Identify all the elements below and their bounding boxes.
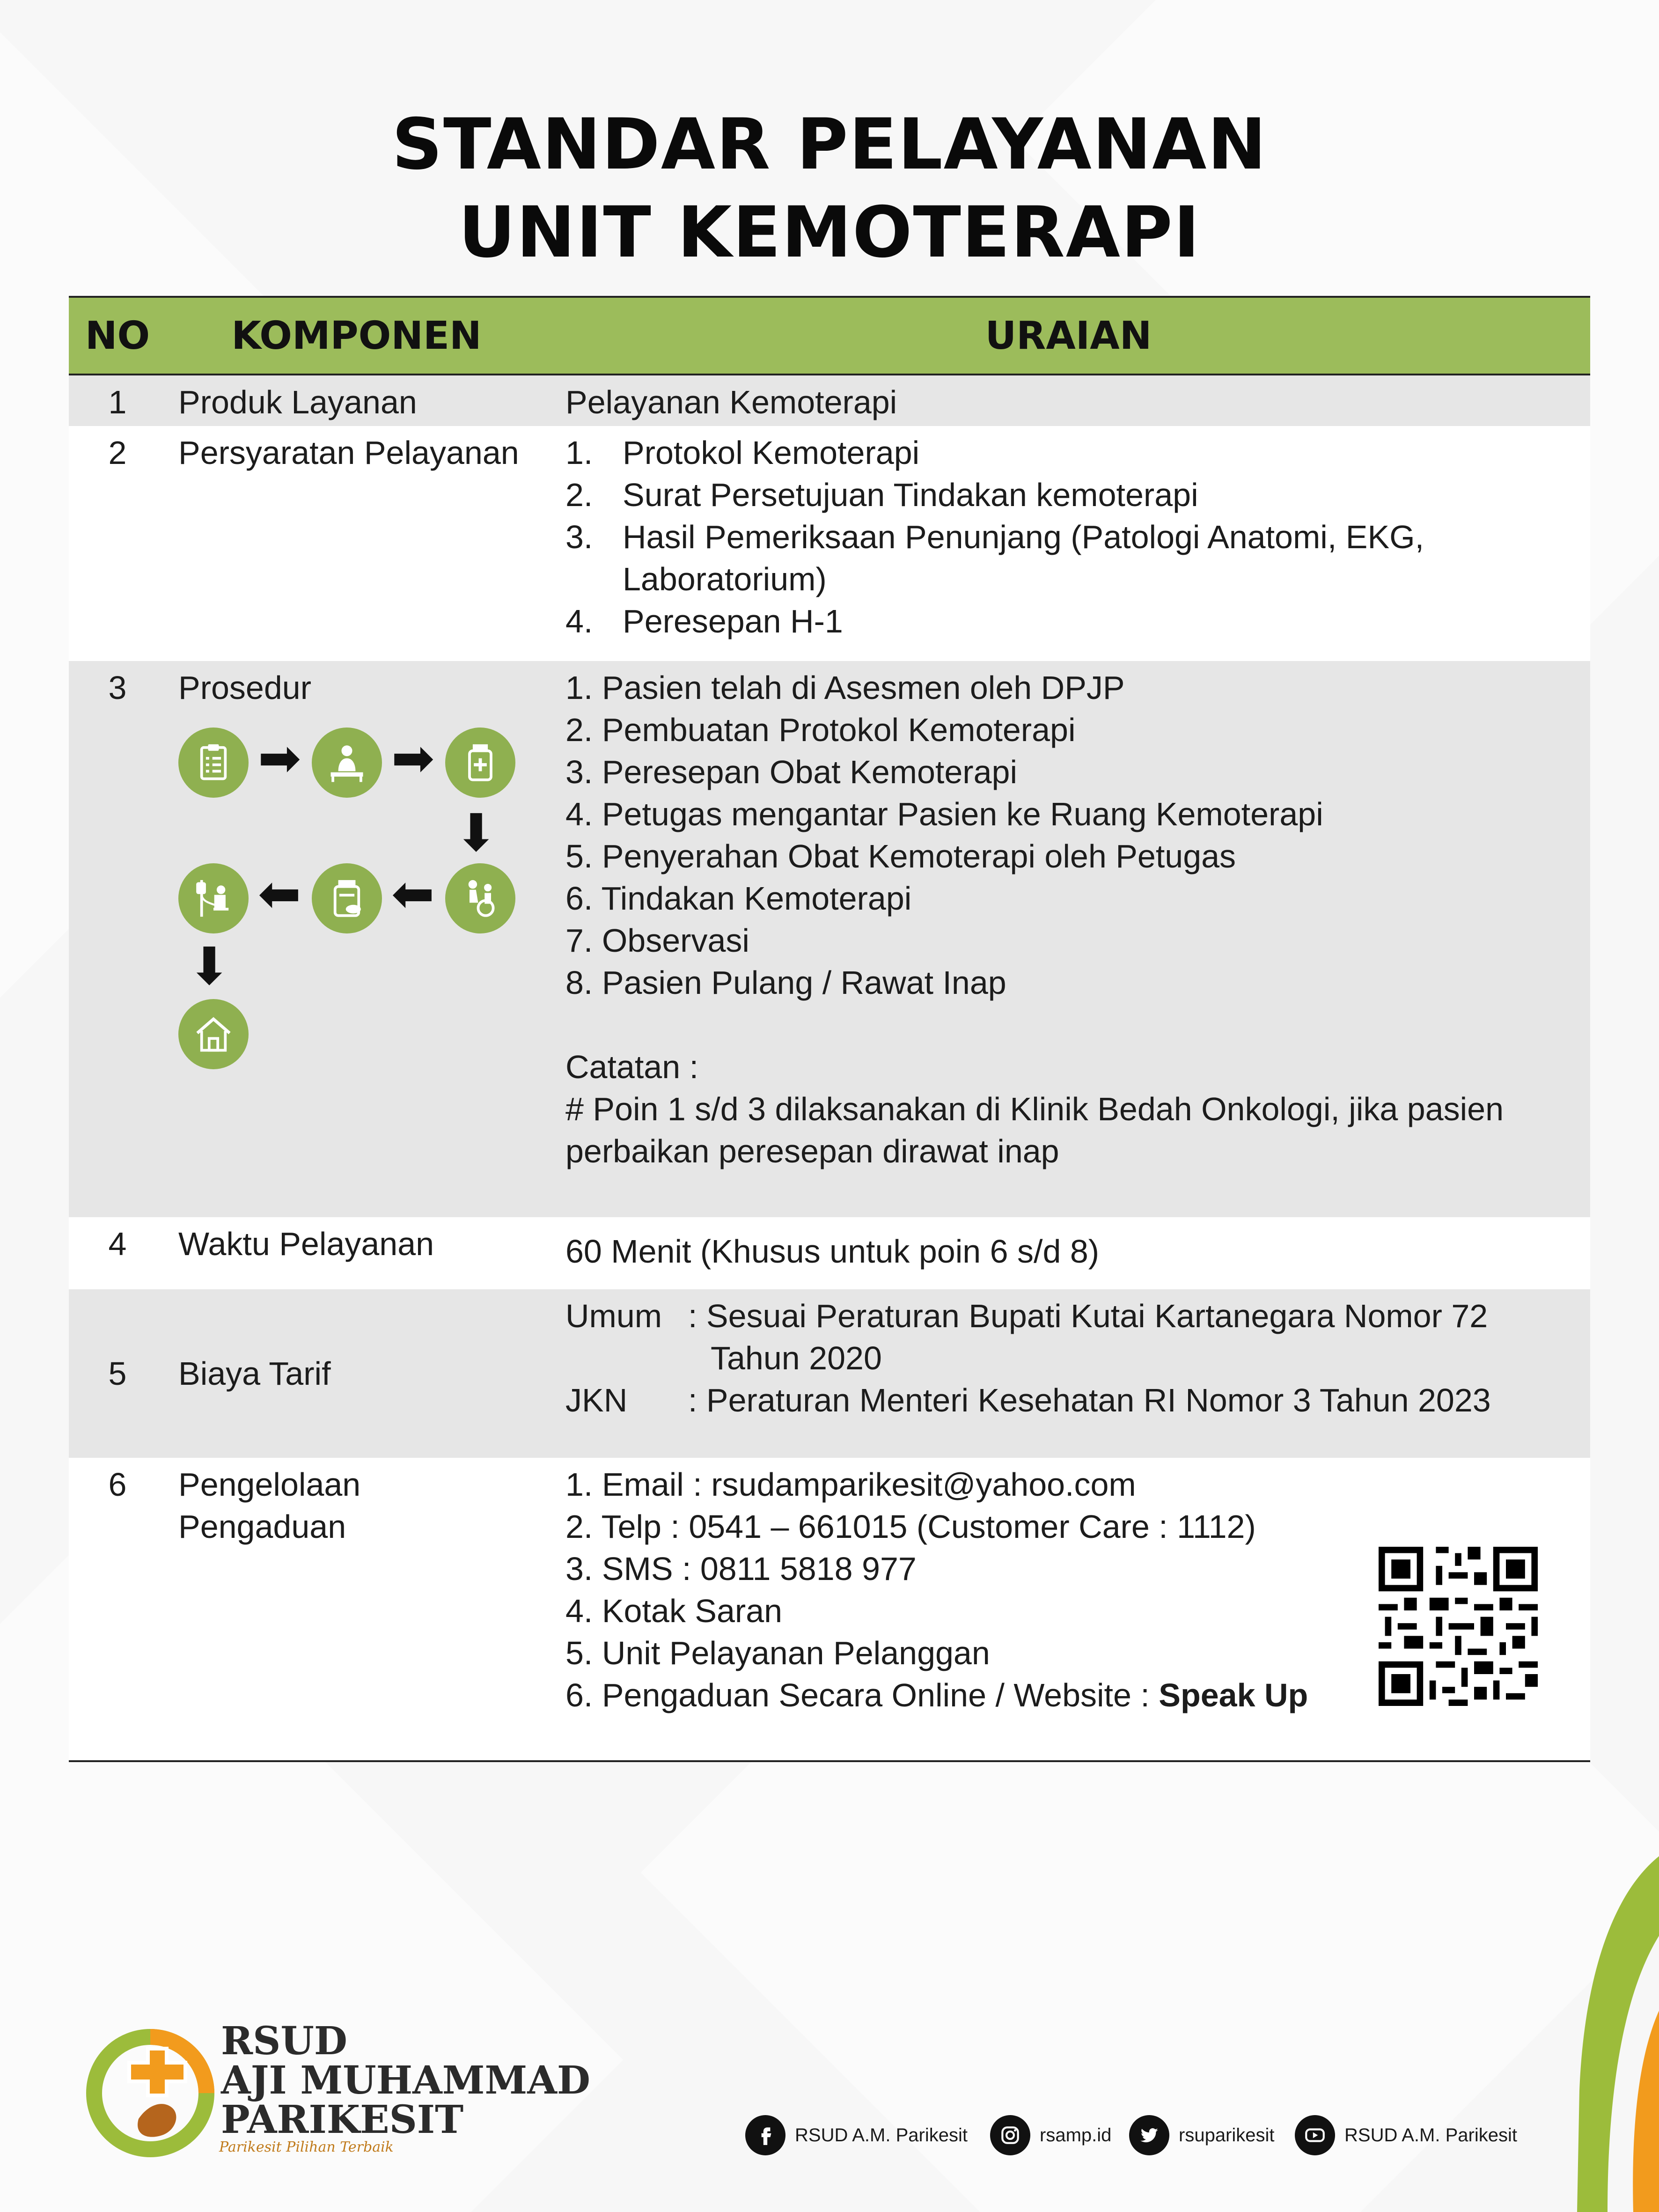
corner-decoration [1556, 1856, 1659, 2212]
komponen-label: Prosedur [178, 669, 312, 706]
patient-escort-wheelchair-icon [445, 863, 515, 933]
clipboard-checklist-icon [178, 728, 249, 798]
list-item: 4. Petugas mengantar Pasien ke Ruang Kemoterapi [565, 796, 1323, 832]
row-number: 4 [69, 1217, 166, 1289]
note-text: # Poin 1 s/d 3 dilaksanakan di Klinik Bedah Onkologi, jika pasien [565, 1091, 1504, 1127]
note-label: Catatan : [565, 1049, 699, 1085]
list-item: 2. Telp : 0541 – 661015 (Customer Care : 1112) [565, 1508, 1256, 1545]
title-line-2: UNIT KEMOTERAPI [458, 192, 1201, 273]
medicine-bottle-icon [312, 863, 382, 933]
row-uraian: 60 Menit (Khusus untuk poin 6 s/d 8) [547, 1217, 1590, 1289]
row-komponen: Produk Layanan [166, 375, 547, 426]
row-uraian [547, 426, 1590, 661]
arrow-left-icon: ⬅ [258, 864, 301, 924]
social-instagram[interactable] [990, 2114, 1111, 2156]
list-item: 2. Pembuatan Protokol Kemoterapi [565, 712, 1076, 748]
arrow-right-icon: ➡ [391, 728, 435, 788]
row-number: 6 [69, 1458, 166, 1761]
row-number: 1 [69, 375, 166, 426]
table-row [69, 375, 1590, 426]
row-komponen: Persyaratan Pelayanan [166, 426, 547, 661]
list-item: 2. Surat Persetujuan Tindakan kemoterapi [565, 477, 1198, 513]
youtube-icon [1295, 2115, 1335, 2155]
list-item: Laboratorium) [623, 561, 827, 597]
table-row [69, 426, 1590, 661]
table-header-row [69, 297, 1590, 375]
list-item: 6. Pengaduan Secara Online / Website : Speak Up [565, 1677, 1308, 1713]
list-item: 3. Peresepan Obat Kemoterapi [565, 754, 1018, 790]
social-twitter[interactable] [1129, 2114, 1275, 2156]
row-uraian [547, 1458, 1590, 1761]
row-komponen: Pengelolaan Pengaduan [166, 1458, 547, 1761]
home-icon [178, 999, 249, 1069]
header-no: NO [69, 297, 166, 375]
header-uraian: URAIAN [547, 297, 1590, 375]
row-komponen: Biaya Tarif [166, 1289, 547, 1458]
doctor-examination-icon [312, 728, 382, 798]
logo-tagline: Parikesit Pilihan Terbaik [219, 2139, 394, 2155]
list-item: 5. Unit Pelayanan Pelanggan [565, 1635, 990, 1671]
tarif-umum: Umum : Sesuai Peraturan Bupati Kutai Kartanegara Nomor 72 [565, 1298, 1488, 1334]
row-komponen [166, 661, 547, 1217]
logo-text: RSUD AJI MUHAMMAD PARIKESIT [221, 2019, 590, 2142]
instagram-icon [990, 2115, 1030, 2155]
row-uraian: Pelayanan Kemoterapi [547, 375, 1590, 426]
list-item: 4. Peresepan H-1 [565, 603, 843, 639]
note-text: perbaikan peresepan dirawat inap [565, 1133, 1059, 1169]
table-row [69, 661, 1590, 1217]
twitter-icon [1129, 2115, 1169, 2155]
list-item: 4. Kotak Saran [565, 1593, 783, 1629]
arrow-left-icon: ⬅ [391, 864, 435, 924]
arrow-right-icon: ➡ [258, 728, 301, 788]
social-label: rsuparikesit [1179, 2124, 1275, 2146]
arrow-down-icon: ⬇ [188, 936, 231, 996]
list-item: 1. Pasien telah di Asesmen oleh DPJP [565, 669, 1125, 706]
social-facebook[interactable] [745, 2114, 968, 2156]
service-standard-table [69, 296, 1590, 1762]
row-number: 2 [69, 426, 166, 661]
list-item: 3. Hasil Pemeriksaan Penunjang (Patologi Anatomi, EKG, [565, 519, 1424, 555]
medicine-prescription-icon [445, 728, 515, 798]
social-label: RSUD A.M. Parikesit [795, 2124, 968, 2146]
list-item: 8. Pasien Pulang / Rawat Inap [565, 964, 1006, 1001]
table-row [69, 1289, 1590, 1458]
tarif-umum-cont: Tahun 2020 [711, 1340, 882, 1376]
facebook-icon [745, 2115, 785, 2155]
row-number: 3 [69, 661, 166, 1217]
row-number: 5 [69, 1289, 166, 1458]
title-line-1: STANDAR PELAYANAN [392, 104, 1267, 185]
chemotherapy-infusion-icon [178, 863, 249, 933]
arrow-down-icon: ⬇ [455, 803, 498, 863]
page-title [0, 101, 1659, 277]
tarif-jkn: JKN : Peraturan Menteri Kesehatan RI Nomor 3 Tahun 2023 [565, 1382, 1491, 1418]
list-item: 3. SMS : 0811 5818 977 [565, 1551, 917, 1587]
row-komponen: Waktu Pelayanan [166, 1217, 547, 1289]
list-item: 6. Tindakan Kemoterapi [565, 880, 912, 917]
list-item: 7. Observasi [565, 922, 749, 959]
qr-code[interactable] [1379, 1547, 1538, 1706]
social-label: RSUD A.M. Parikesit [1344, 2124, 1517, 2146]
table-row [69, 1217, 1590, 1289]
header-komponen: KOMPONEN [166, 297, 547, 375]
list-item: 5. Penyerahan Obat Kemoterapi oleh Petugas [565, 838, 1236, 875]
row-uraian [547, 661, 1590, 1217]
social-youtube[interactable] [1295, 2114, 1517, 2156]
table-row [69, 1458, 1590, 1761]
list-item: 1. Email : rsudamparikesit@yahoo.com [565, 1466, 1136, 1503]
procedure-flow-diagram [178, 728, 559, 1111]
list-item: 1. Protokol Kemoterapi [565, 434, 920, 471]
row-uraian [547, 1289, 1590, 1458]
social-label: rsamp.id [1040, 2124, 1112, 2146]
